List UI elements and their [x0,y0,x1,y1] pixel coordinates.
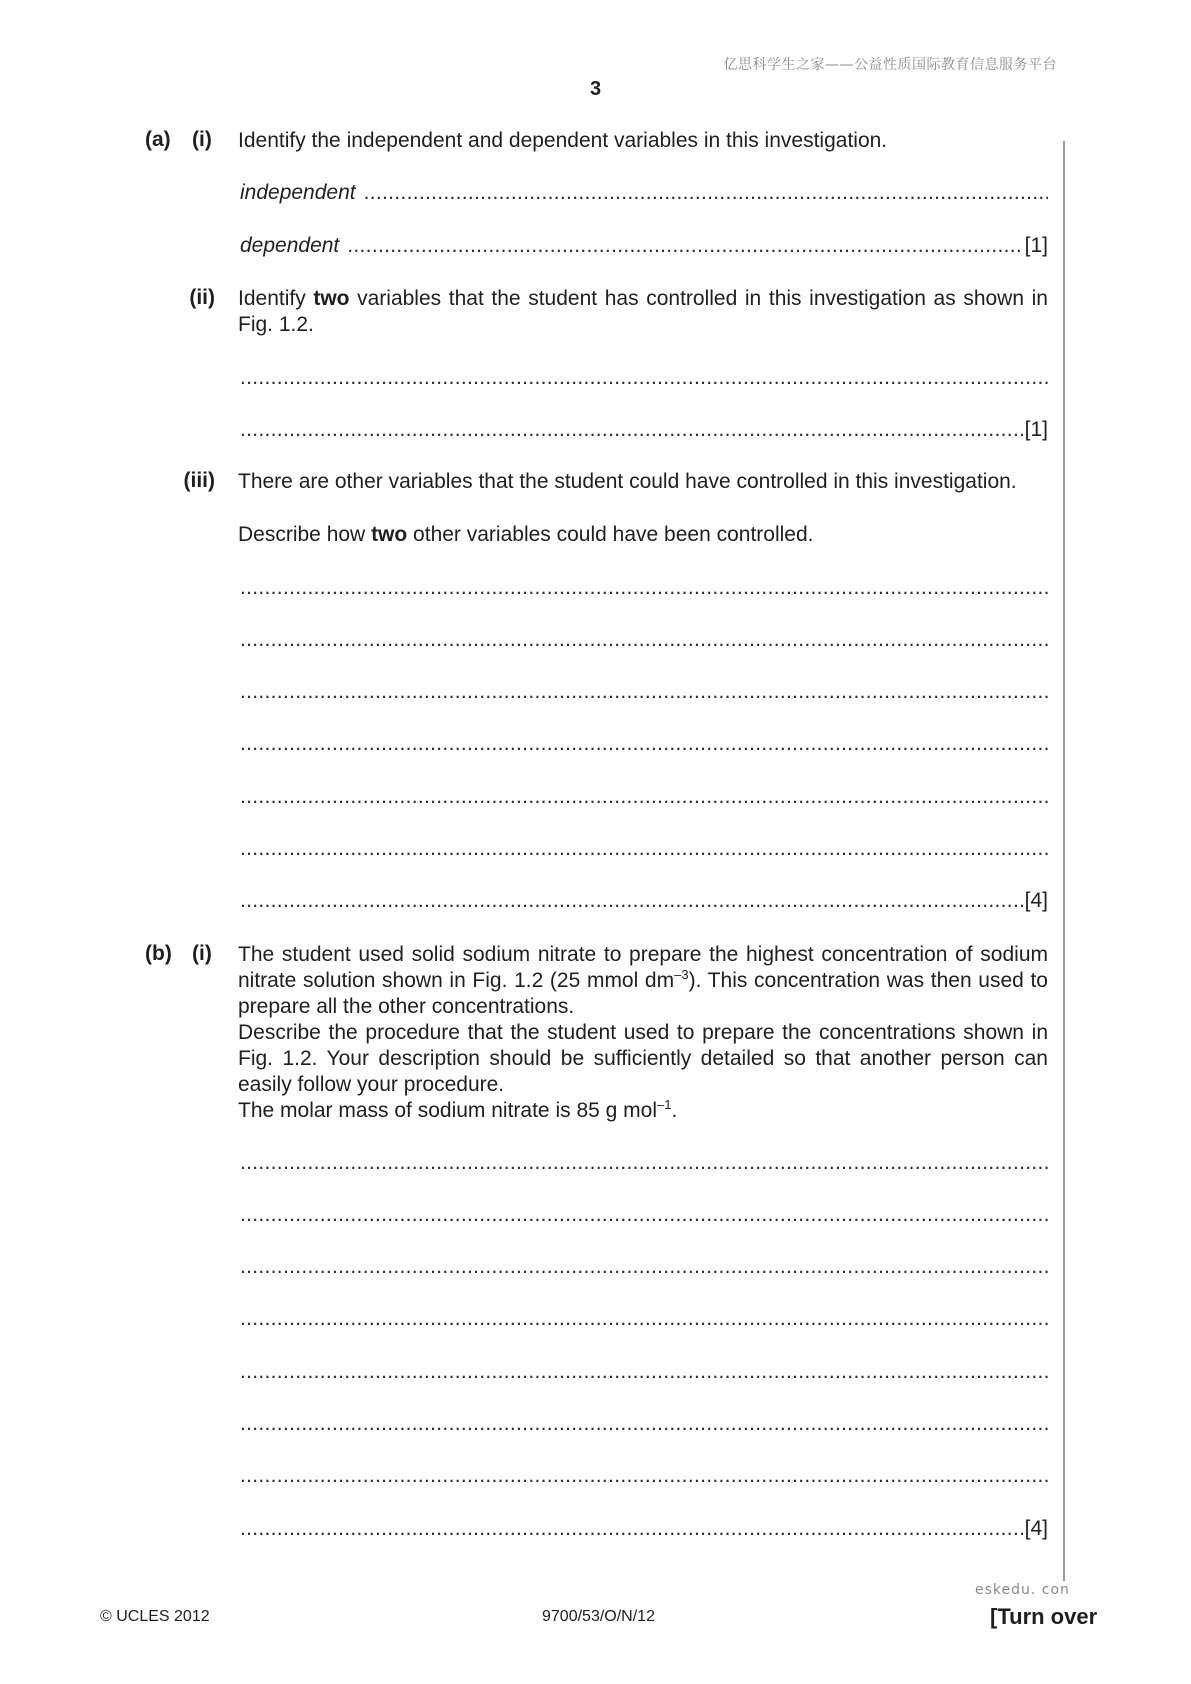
answer-line-a-ii-2[interactable] [240,417,1048,443]
part-a-iii-question: There are other variables that the student could have controlled in this investigation. [238,470,1017,493]
independent-answer-line[interactable] [240,180,1048,206]
part-b-label: (b) [145,942,172,965]
part-b-i-sup-2: –1 [657,1097,672,1112]
marks-b-i: [4] [1024,1517,1048,1540]
answer-line-a-iii-2[interactable] [240,627,1048,653]
answer-line-b-i-1[interactable] [240,1150,1048,1176]
part-a-i-label: (i) [192,128,212,151]
part-b-i-para-3 [238,1098,1048,1124]
turn-over: [Turn over [990,1604,1098,1629]
marks-a-ii: [1] [1024,418,1048,441]
copyright: © UCLES 2012 [100,1608,210,1625]
part-a-iii-describe-before: Describe how [238,523,372,546]
watermark-text: 亿思科学生之家——公益性质国际教育信息服务平台 [723,57,1057,73]
part-b-i-text-5: . [671,1099,678,1122]
part-a-iii-describe-after: other variables could have been controlled. [407,523,814,546]
answer-line-b-i-6[interactable] [240,1411,1048,1437]
independent-label: independent [240,181,356,204]
part-a-label: (a) [145,128,171,151]
marks-a-iii: [4] [1024,889,1048,912]
dependent-answer-line[interactable] [240,233,1048,259]
part-a-i-question: Identify the independent and dependent variables in this investigation. [238,129,888,152]
answer-line-b-i-3[interactable] [240,1254,1048,1280]
part-a-iii-bold: two [371,523,408,546]
answer-line-a-iii-4[interactable] [240,731,1048,757]
answer-line-a-iii-7[interactable] [240,888,1048,914]
part-b-i-question [238,942,1048,1124]
eskedu-watermark: eskedu. con [975,1582,1070,1598]
answer-line-b-i-4[interactable] [240,1306,1048,1332]
answer-line-a-ii-1[interactable] [240,365,1048,391]
answer-line-a-iii-1[interactable] [240,575,1048,601]
part-a-ii-label: (ii) [189,286,215,309]
part-b-i-text-2: ). This concentration was then used to prepare all the other concentrations. [238,969,1048,1018]
part-b-i-text-4: The molar mass of sodium nitrate is 85 g mol [238,1099,657,1122]
part-b-i-para-2: Describe the procedure that the student used to prepare the concentrations shown in Fig. 1.2. Your description should be sufficiently detailed so that another person can easily follow your procedure. [238,1021,1048,1096]
answer-line-b-i-5[interactable] [240,1359,1048,1385]
answer-line-a-iii-6[interactable] [240,836,1048,862]
part-a-ii-text-before: Identify [238,287,314,310]
part-b-i-label: (i) [192,942,212,965]
paper-code: 9700/53/O/N/12 [542,1608,655,1625]
part-a-ii-bold: two [313,287,350,310]
part-a-ii-text-after: variables that the student has controlled in this investigation as shown in Fig. 1.2. [238,287,1048,336]
marks-a-i: [1] [1024,234,1048,257]
answer-line-b-i-2[interactable] [240,1202,1048,1228]
answer-line-a-iii-5[interactable] [240,784,1048,810]
part-b-i-para-1 [238,942,1048,1020]
page-number: 3 [589,78,602,100]
margin-rule [1063,141,1065,1581]
answer-line-b-i-8[interactable] [240,1516,1048,1542]
part-a-iii-label: (iii) [183,469,215,492]
answer-line-b-i-7[interactable] [240,1463,1048,1489]
part-b-i-sup-1: –3 [674,967,689,982]
part-b-i-text-1: The student used solid sodium nitrate to prepare the highest concentration of sodium nitrate solution shown in Fig. 1.2 (25 mmol dm [238,943,1048,992]
answer-line-a-iii-3[interactable] [240,679,1048,705]
part-a-iii-describe [238,522,813,548]
dependent-label: dependent [240,234,340,257]
part-a-ii-question [238,286,1048,338]
